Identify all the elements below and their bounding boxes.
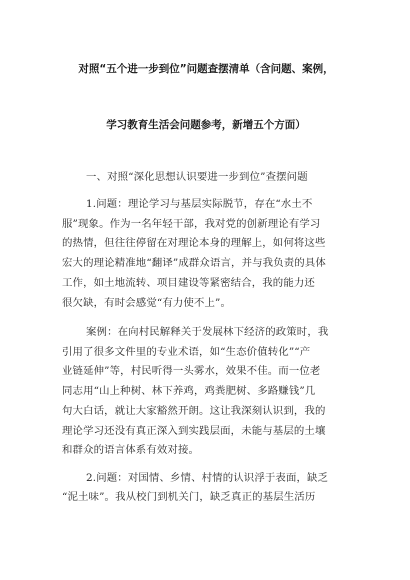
paragraph-line: 服”现象。作为一名年轻干部，我对党的创新理论有学习: [62, 218, 321, 230]
paragraph-line: “泥土味”。我从校门到机关门，缺乏真正的基层生活历: [62, 491, 316, 503]
paragraph-line: 1.问题：理论学习与基层实际脱节，存在“水土不: [86, 198, 313, 210]
paragraph-line: 的热情，但往往停留在对理论本身的理解上，如何将这些: [62, 237, 326, 249]
paragraph-line: 业链延伸”等，村民听得一头雾水，效果不佳。而一位老: [62, 365, 321, 377]
paragraph-line: 案例：在向村民解释关于发展林下经济的政策时，我: [86, 326, 329, 338]
document-title-line-2: 学习教育生活会问题参考，新增五个方面）: [106, 119, 306, 131]
paragraph-line: 很欠缺，有时会感觉“有力使不上”。: [62, 297, 232, 309]
paragraph-line: 同志用“山上种树、林下养鸡，鸡粪肥树、多路赚钱”几: [62, 385, 316, 397]
document-title-line-1: 对照“五个进一步到位”问题查摆清单（含问题、案例，: [78, 63, 334, 75]
paragraph-line: 理论学习还没有真正深入到实践层面，未能与基层的土壤: [62, 425, 326, 437]
paragraph-line: 宏大的理论精准地“翻译”成群众语言，并与我负责的具体: [62, 257, 326, 269]
paragraph-line: 工作，如土地流转、项目建设等紧密结合，我的能力还: [62, 277, 315, 289]
paragraph-line: 引用了很多文件里的专业术语，如“生态价值转化”“产: [62, 346, 311, 358]
section-heading: 一、对照“深化思想认识要进一步到位”查摆问题: [86, 171, 308, 183]
paragraph-line: 2.问题：对国情、乡情、村情的认识浮于表面，缺乏: [86, 472, 329, 484]
paragraph-line: 句大白话，就让大家豁然开朗。这让我深刻认识到，我的: [62, 405, 326, 417]
paragraph-line: 和群众的语言体系有效对接。: [62, 444, 200, 456]
